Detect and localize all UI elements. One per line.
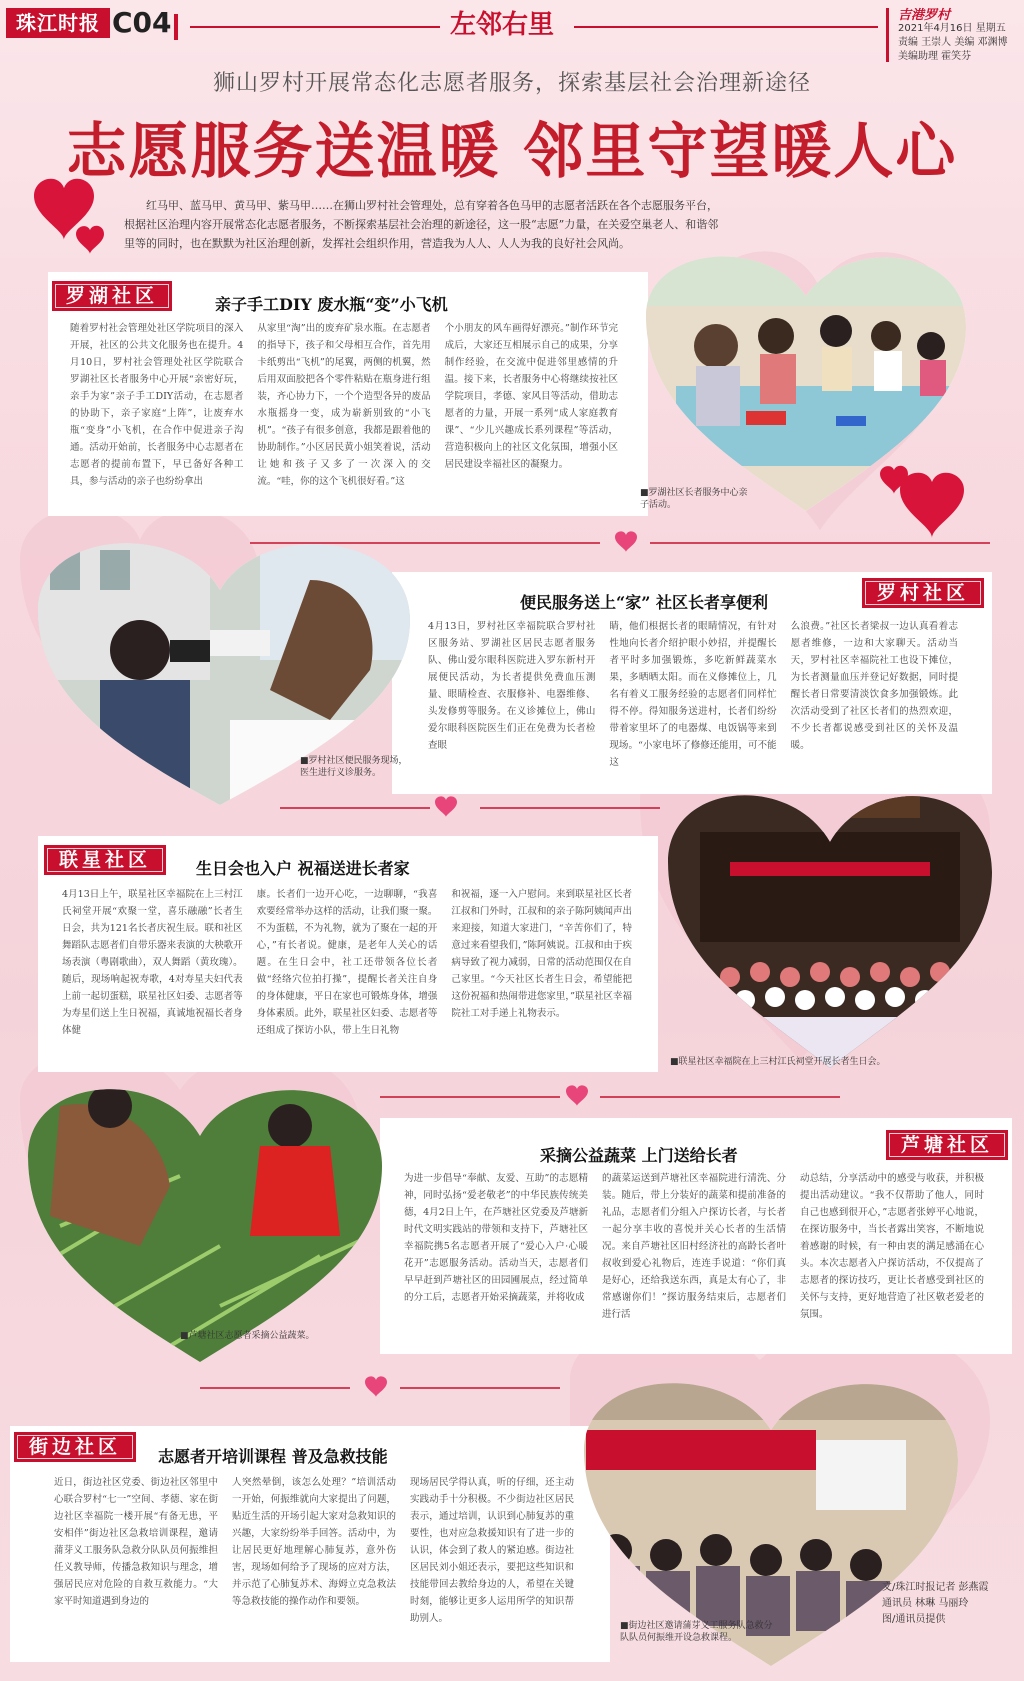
issue-date: 2021年4月16日 星期五 (898, 23, 1006, 34)
article-column: 人突然晕倒，该怎么处理？”培训活动一开始，何振维就向大家提出了问题，贴近生活的开场引起大家对急救知识的兴趣，大家纷纷举手回答。活动中，为让居民更好地理解心肺复苏，意外伤害，现场如何给予了现场的应对方法，并示范了心肺复苏术、海姆立克急救法等急救技能的操作动作和要领。 (232, 1477, 396, 1607)
byline-photo: 图/通讯员提供 (882, 1614, 946, 1625)
section-title: 志愿者开培训课程 普及急救技能 (158, 1447, 388, 1466)
section-tag: 联星社区 (44, 845, 166, 875)
photo-caption: ■联星社区幸福院在上三村江氏祠堂开展长者生日会。 (670, 1057, 886, 1067)
photo-lianxing-birthday (660, 772, 1000, 1072)
article-column: 睛，他们根据长者的眼睛情况，有针对性地向长者介绍护眼小妙招，并提醒长者平时多加强锻炼，多吃新鲜蔬菜水果，多晒晒太阳。而在义修摊位上，几名有着义工服务经验的志愿者们同样忙得不停。得知服务送进村，长者们纷纷带着家里坏了的电器煤、电饭锅等来到现场。“小家电坏了修修还能用，可不能这 (609, 621, 777, 768)
photo-lutang-vegetables (20, 1066, 390, 1366)
masthead-divider (174, 14, 178, 40)
lead-paragraph: 红马甲、蓝马甲、黄马甲、紫马甲……在狮山罗村社会管理处，总有穿着各色马甲的志愿者活跃在各个志愿服务平台，根据社区治理内容开展常态化志愿者服务，不断探索基层社会治理的新途径，这一股“志愿”力量，在关爱空巢老人、和谐邻里等的同时，也在默默为社区治理创新，发挥社会组织作用，营造我为人人、人人为我的良好社会风尚。 (124, 199, 719, 250)
byline-writer: 文/珠江时报记者 彭燕霞 (882, 1582, 989, 1593)
photo-caption: ■街边社区邀请蒲芽义工服务队急救分队队员何振维开设急救课程。 (620, 1621, 773, 1643)
article-column: 4月13日，罗村社区幸福院联合罗村社区服务站、罗湖社区居民志愿者服务队、佛山爱尔眼科医院进入罗东新村开展便民活动，为长者提供免费血压测量、眼睛检查、衣服修补、电器维修、头发修剪等服务。在义诊摊位上，佛山爱尔眼科医院医生们正在免费为长者检查眼 (428, 621, 596, 751)
article-columns (62, 886, 632, 1039)
section-title: 亲子手工DIY 废水瓶“变”小飞机 (215, 295, 448, 314)
editor-assistant: 美编助理 霍笑芬 (898, 51, 972, 62)
article-column: 康。长者们一边开心吃，一边聊聊，“我喜欢要经常举办这样的活动，让我们聚一聚。不为蛋糕，不为礼物，就为了聚在一起的开心，”有长者说。健康，是老年人关心的话题。在生日会中，社工还带领各位长者做“经络穴位拍打操”，提醒长者关注自身的身体健康，平日在家也可锻炼身体，增强身体素质。此外，联星社区妇委、志愿者等还组成了探访小队，带上生日礼物 (256, 889, 438, 1036)
section-tag: 街边社区 (14, 1432, 136, 1462)
masthead-rule-right (574, 26, 878, 28)
article-column: 么浪费。”社区长者梁叔一边认真看着志愿者维修，一边和大家聊天。活动当天，罗村社区幸福院社工也设下摊位，为长者测量血压并登记好数据，同时提醒长者日常要清淡饮食多加强锻炼。此次活动受到了社区长者们的热烈欢迎，不少长者都说感受到社区的关怀及温暖。 (790, 621, 958, 751)
article-column: 现场居民学得认真，听的仔细，还主动实践动手十分积极。不少街边社区居民表示，通过培训，认识到心肺复苏的重要性，也对应急救援知识有了进一步的认识，体会到了救人的紧迫感。街边社区居民刘小姐还表示，要把这些知识和技能带回去教给身边的人，希望在关键时刻，能够让更多人运用所学的知识帮助别人。 (410, 1477, 574, 1624)
masthead-meta (898, 22, 1022, 64)
byline (882, 1580, 1022, 1628)
editors: 责编 王崇人 美编 邓渊博 (898, 37, 1008, 48)
newspaper-name: 珠江时报 (6, 8, 110, 38)
article-columns (404, 1170, 984, 1323)
page-headline: 志愿服务送温暖 邻里守望暖人心 (66, 117, 958, 187)
photo-caption: ■芦塘社区志愿者采摘公益蔬菜。 (180, 1331, 315, 1341)
masthead-rule-left (190, 26, 440, 28)
masthead-right-divider (886, 8, 889, 62)
edition-brand: 吉港罗村 (898, 8, 951, 23)
article-column: 和祝福，逐一入户慰问。来到联星社区长者江叔和门外时，江叔和的亲子陈阿姨闻声出来迎接，知道大家进门，“辛苦你们了，特意过来看望我们，”陈阿姨说。江叔和由于疾病导致了视力减弱，日常的活动范围仅在自己家里。“今天社区长者生日会，希望能把这份祝福和热闹带进您家里，”联星社区幸福院社工对手递上礼物表示。 (451, 889, 633, 1019)
photo-caption: ■罗村社区便民服务现场，医生进行义诊服务。 (300, 756, 408, 778)
page-subtitle: 狮山罗村开展常态化志愿者服务，探索基层社会治理新途径 (212, 71, 811, 96)
article-column: 近日，街边社区党委、街边社区邻里中心联合罗村“七一”空间、孝德、家在街边社区幸福院一楼开展“有备无患，平安相伴”街边社区急救培训课程，邀请蒲芽义工服务队急救分队队员何振维担任义教导师，传播急救知识与理念，增强居民应对危险的自救互救能力。“大家平时知道遇到身边的 (54, 1477, 218, 1607)
section-title: 便民服务送上“家” 社区长者享便利 (520, 593, 768, 612)
article-column: 个小朋友的风车画得好漂亮。”制作环节完成后，大家还互相展示自己的成果，分享制作经验，在交流中促进邻里感情的升温。接下来，长者服务中心将继续按社区学院项目，孝德、家风目等活动，借助志愿者的力量，开展一系列“成人家庭教育课”、“少儿兴趣成长系列课程”等活动，营造积极向上的社区文化氛围，增强小区居民建设幸福社区的凝聚力。 (444, 323, 618, 470)
section-title: 采摘公益蔬菜 上门送给长者 (540, 1146, 738, 1165)
article-column: 从家里“淘”出的废弃矿泉水瓶。在志愿者的指导下，孩子和父母相互合作，首先用卡纸剪出“飞机”的尾翼，两侧的机翼，然后用双面胶把各个零件粘贴在瓶身进行组装，齐心协力下，一个个造型各异的废品水瓶摇身一变，成为崭新别致的“小飞机”。“孩子有很多创意，我都是跟着他的协助制作。”小区居民黄小姐笑着说，活动让她和孩子又多了一次深入的交流。“哇，你的这个飞机很好看。”这 (257, 323, 431, 487)
article-columns (54, 1474, 574, 1627)
section-tag: 罗村社区 (862, 578, 984, 608)
article-column: 随着罗村社会管理处社区学院项目的深入开展，社区的公共文化服务也在提升。4月10日，罗村社会管理处社区学院联合罗湖社区长者服务中心开展“亲密好玩，亲手为家”亲子手工DIY活动，在志愿者的协助下，亲子家庭“上阵”，让废弃水瓶“变身”小飞机，在合作中促进亲子沟通。活动开始前，长者服务中心志愿者在志愿者的提前布置下，早已备好各种工具，参与活动的亲子也纷纷拿出 (70, 323, 244, 487)
section-tag: 芦塘社区 (886, 1130, 1008, 1160)
article-column: 的蔬菜运送到芦塘社区幸福院进行清洗、分装。随后，带上分装好的蔬菜和提前准备的礼品，志愿者们分组入户探访长者，与长者一起分享丰收的喜悦并关心长者的生活情况。来自芦塘社区旧村经济社的高龄长者叶叔收到爱心礼物后，连连手说道：“你们真是好心，还给我送东西，真是太有心了，非常感谢你们！”探访服务结束后，志愿者们进行活 (602, 1173, 786, 1320)
column-name: 左邻右里 (450, 10, 555, 40)
article-column: 4月13日上午，联星社区幸福院在上三村江氏祠堂开展“欢聚一堂，喜乐融融”长者生日会，共为121名长者庆祝生辰。联和社区舞蹈队志愿者们自带乐器来表演的大秧歌开场表演（粤剧歌曲），双人舞蹈（黄玫瑰）。随后，现场响起祝寿歌，4对寿星夫妇代表上前一起切蛋糕，联星社区妇委、志愿者等为寿星们送上生日祝福，真诚地祝福长者身体健 (62, 889, 243, 1036)
article-column: 为进一步倡导“奉献、友爱、互助”的志愿精神，同时弘扬“爱老敬老”的中华民族传统美德，4月2日上午，在芦塘社区党委及芦塘新时代文明实践站的带领和支持下，芦塘社区幸福院携5名志愿者开展了“爱心入户·心暖花开”志愿服务活动。活动当天，志愿者们早早赶到芦塘社区的田园圃展点，经过简单的分工后，志愿者开始采摘蔬菜，并将收成 (404, 1173, 588, 1303)
section-tag: 罗湖社区 (52, 281, 172, 311)
photo-luohu-crafts (636, 236, 976, 516)
photo-caption: ■罗湖社区长者服务中心亲子活动。 (640, 488, 748, 510)
article-column: 动总结，分享活动中的感受与收获，并积极提出活动建议。“我不仅帮助了他人，同时自己也感到很开心，”志愿者张婷平心地说，在探访服务中，当长者露出笑容，不断地说着感谢的时候，有一种由衷的满足感涌在心头。本次志愿者入户探访活动，不仅提高了志愿者的探访技巧，更让长者感受到社区的关怀与支持，更好地营造了社区敬老爱老的氛围。 (800, 1173, 984, 1320)
article-columns (428, 618, 958, 771)
section-title: 生日会也入户 祝福送进长者家 (196, 859, 410, 878)
byline-correspondents: 通讯员 林琳 马丽玲 (882, 1598, 969, 1609)
article-columns (70, 320, 618, 490)
page-number: C04 (112, 6, 172, 39)
